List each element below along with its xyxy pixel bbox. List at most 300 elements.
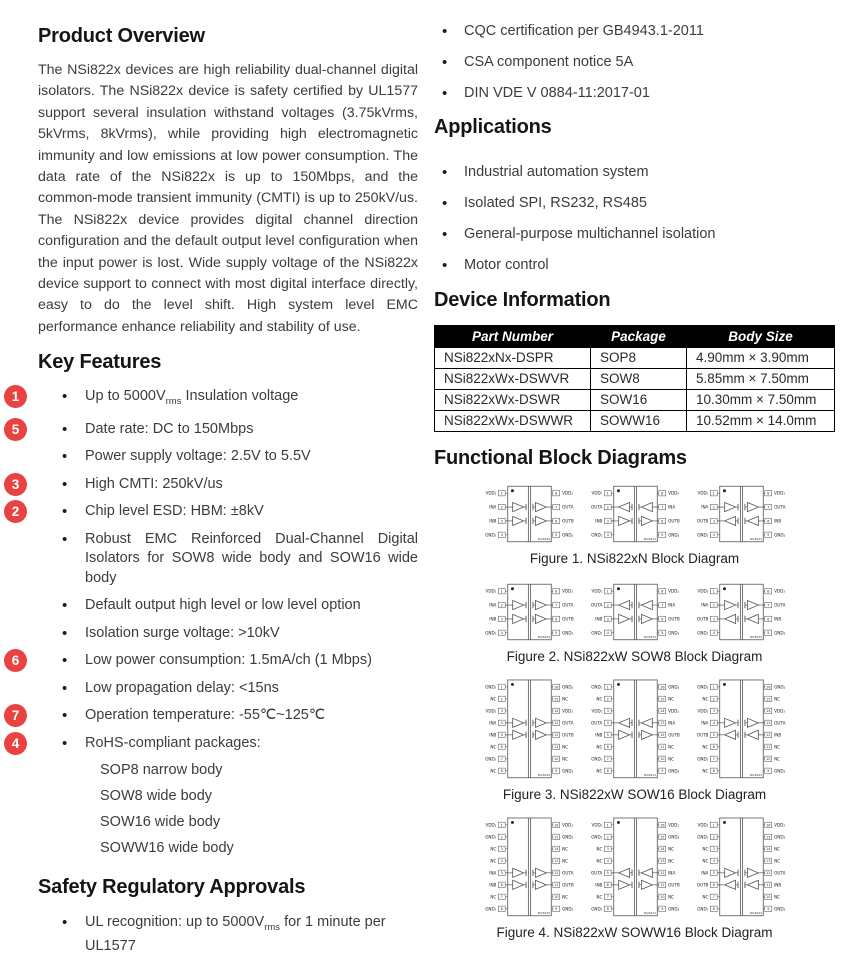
svg-text:1: 1 xyxy=(712,491,715,496)
block-diagram-figure xyxy=(434,676,835,802)
svg-text:VDD₂: VDD₂ xyxy=(667,707,679,713)
svg-text:2: 2 xyxy=(712,834,715,839)
chip-diagram xyxy=(583,480,687,546)
feature-text xyxy=(85,388,299,408)
feature-text xyxy=(85,503,264,519)
text-segment: Power supply voltage: 2.5V to 5.5V xyxy=(85,448,311,465)
svg-text:4: 4 xyxy=(500,630,503,635)
feature-item xyxy=(11,651,418,671)
svg-text:OUTA: OUTA xyxy=(561,870,573,876)
feature-item xyxy=(11,502,418,522)
svg-text:INB: INB xyxy=(488,881,496,887)
text-segment: RoHS-compliant packages: xyxy=(85,734,261,751)
svg-text:VDD₁: VDD₁ xyxy=(590,822,602,828)
svg-text:INA: INA xyxy=(700,602,708,608)
svg-text:6: 6 xyxy=(712,882,715,887)
feature-text xyxy=(85,707,325,723)
svg-text:5: 5 xyxy=(660,630,663,635)
svg-text:VDD₁: VDD₁ xyxy=(484,490,496,496)
svg-text:4: 4 xyxy=(712,630,715,635)
feature-text xyxy=(85,735,261,751)
package-option: SOP8 narrow body xyxy=(100,762,223,779)
svg-text:4: 4 xyxy=(606,858,609,863)
svg-text:1: 1 xyxy=(712,822,715,827)
feature-text xyxy=(85,625,280,641)
svg-text:8: 8 xyxy=(712,906,715,911)
svg-text:VDD₂: VDD₂ xyxy=(773,822,785,828)
svg-text:VDD₁: VDD₁ xyxy=(484,822,496,828)
svg-text:12: 12 xyxy=(553,732,558,737)
svg-text:8: 8 xyxy=(554,491,557,496)
feature-number-badge: • 2 xyxy=(4,500,27,523)
svg-text:NC: NC xyxy=(701,893,708,899)
feature-text xyxy=(85,914,386,954)
svg-text:10: 10 xyxy=(553,894,558,899)
text-segment: Chip level ESD: HBM: ±8kV xyxy=(85,503,264,520)
svg-text:NC: NC xyxy=(489,858,496,864)
svg-text:13: 13 xyxy=(659,720,664,725)
table-cell: NSi822xWx-DSWR xyxy=(435,389,591,410)
figure-caption: Figure 1. NSi822xN Block Diagram xyxy=(529,550,740,566)
svg-text:12: 12 xyxy=(765,870,770,875)
svg-text:GND₁: GND₁ xyxy=(590,755,602,761)
svg-text:NSi8222: NSi8222 xyxy=(749,772,762,777)
chip-diagram xyxy=(583,814,687,920)
svg-text:VDD₁: VDD₁ xyxy=(590,707,602,713)
svg-text:15: 15 xyxy=(553,834,558,839)
svg-text:INB: INB xyxy=(488,517,496,523)
svg-text:GND₁: GND₁ xyxy=(590,531,602,537)
svg-text:GND₂: GND₂ xyxy=(773,905,785,911)
feature-item xyxy=(11,420,418,440)
svg-text:8: 8 xyxy=(660,589,663,594)
table-cell: 5.85mm × 7.50mm xyxy=(687,368,835,389)
block-diagram-figures xyxy=(434,480,835,940)
svg-text:10: 10 xyxy=(659,894,664,899)
svg-text:NSi8220: NSi8220 xyxy=(537,772,550,777)
svg-text:NC: NC xyxy=(595,846,602,852)
svg-text:11: 11 xyxy=(659,882,664,887)
feature-number-badge: • 3 xyxy=(4,473,27,496)
feature-item xyxy=(38,679,418,699)
application-item: • Industrial automation system xyxy=(434,163,835,183)
svg-text:GND₁: GND₁ xyxy=(484,629,496,635)
svg-text:OUTA: OUTA xyxy=(590,602,602,608)
svg-text:1: 1 xyxy=(606,684,609,689)
svg-text:GND₁: GND₁ xyxy=(484,834,496,840)
feature-text xyxy=(85,421,253,437)
svg-text:NSi8222: NSi8222 xyxy=(749,910,762,915)
svg-text:GND₁: GND₁ xyxy=(590,905,602,911)
svg-text:6: 6 xyxy=(660,616,663,621)
svg-text:NC: NC xyxy=(489,893,496,899)
svg-text:VDD₁: VDD₁ xyxy=(590,588,602,594)
svg-text:8: 8 xyxy=(500,768,503,773)
svg-text:2: 2 xyxy=(712,602,715,607)
chip-diagram xyxy=(689,676,793,782)
svg-text:6: 6 xyxy=(500,744,503,749)
svg-text:16: 16 xyxy=(765,822,770,827)
svg-text:NC: NC xyxy=(667,846,674,852)
subscript-text: rms xyxy=(165,396,182,408)
svg-text:4: 4 xyxy=(606,720,609,725)
text-segment: UL recognition: up to 5000V xyxy=(85,913,265,930)
svg-text:NC: NC xyxy=(667,755,674,761)
svg-text:14: 14 xyxy=(765,846,770,851)
svg-text:OUTA: OUTA xyxy=(590,870,602,876)
svg-text:GND₂: GND₂ xyxy=(561,905,573,911)
svg-text:14: 14 xyxy=(553,846,558,851)
svg-text:NC: NC xyxy=(561,743,568,749)
svg-text:5: 5 xyxy=(712,732,715,737)
svg-text:NSi8222: NSi8222 xyxy=(749,536,762,541)
svg-text:VDD₁: VDD₁ xyxy=(696,588,708,594)
chip-diagram xyxy=(583,676,687,782)
svg-text:GND₂: GND₂ xyxy=(667,683,679,689)
device-information-table xyxy=(434,325,835,432)
svg-text:INA: INA xyxy=(700,719,708,725)
svg-text:NSi8221: NSi8221 xyxy=(643,634,656,639)
svg-text:4: 4 xyxy=(500,720,503,725)
svg-text:GND₂: GND₂ xyxy=(561,767,573,773)
package-option: SOW16 wide body xyxy=(100,814,221,831)
svg-text:13: 13 xyxy=(553,858,558,863)
svg-text:16: 16 xyxy=(553,684,558,689)
chip-diagram xyxy=(689,578,793,644)
svg-text:NC: NC xyxy=(667,858,674,864)
application-item: • General-purpose multichannel isolation xyxy=(434,225,835,245)
svg-text:INA: INA xyxy=(667,719,675,725)
table-cell: NSi822xWx-DSWVR xyxy=(435,368,591,389)
svg-text:5: 5 xyxy=(606,732,609,737)
svg-text:12: 12 xyxy=(659,732,664,737)
svg-text:NC: NC xyxy=(561,695,568,701)
svg-text:GND₁: GND₁ xyxy=(696,905,708,911)
left-column xyxy=(11,18,418,965)
svg-text:OUTA: OUTA xyxy=(773,602,785,608)
text-segment: for 1 minute per UL1577 xyxy=(85,913,386,955)
svg-text:8: 8 xyxy=(606,768,609,773)
svg-text:8: 8 xyxy=(712,768,715,773)
svg-text:7: 7 xyxy=(554,602,557,607)
applications-list xyxy=(434,163,835,276)
svg-text:3: 3 xyxy=(606,708,609,713)
text-segment: Robust EMC Reinforced Dual-Channel Digital Isolators for SOW8 wide body and SOW16 wide body xyxy=(85,530,418,586)
svg-text:2: 2 xyxy=(712,696,715,701)
block-diagram-figure xyxy=(434,480,835,566)
package-option: SOWW16 wide body xyxy=(100,840,234,857)
svg-text:NC: NC xyxy=(667,893,674,899)
table-row xyxy=(435,389,835,410)
section-heading-safety-approvals: Safety Regulatory Approvals xyxy=(38,875,306,898)
svg-text:NSi8220: NSi8220 xyxy=(537,910,550,915)
svg-text:13: 13 xyxy=(659,858,664,863)
certifications-list xyxy=(434,22,835,104)
safety-approvals-list xyxy=(38,913,418,957)
subscript-text: rms xyxy=(264,921,281,933)
chip-diagram xyxy=(689,480,793,546)
svg-text:GND₂: GND₂ xyxy=(667,905,679,911)
svg-text:16: 16 xyxy=(765,684,770,689)
chip-diagram-row xyxy=(434,676,835,782)
svg-text:6: 6 xyxy=(766,616,769,621)
svg-text:2: 2 xyxy=(500,602,503,607)
chip-diagram-row xyxy=(434,578,835,644)
svg-text:6: 6 xyxy=(554,616,557,621)
svg-text:OUTB: OUTB xyxy=(696,615,708,621)
svg-text:NC: NC xyxy=(489,695,496,701)
text-segment: Insulation voltage xyxy=(181,388,299,405)
chip-diagram xyxy=(477,480,581,546)
svg-text:11: 11 xyxy=(659,744,664,749)
svg-text:VDD₁: VDD₁ xyxy=(484,707,496,713)
svg-text:GND₁: GND₁ xyxy=(696,531,708,537)
chip-diagram xyxy=(689,814,793,920)
svg-text:9: 9 xyxy=(660,768,663,773)
svg-text:GND₂: GND₂ xyxy=(773,767,785,773)
svg-text:VDD₂: VDD₂ xyxy=(773,707,785,713)
svg-text:NC: NC xyxy=(701,743,708,749)
svg-text:1: 1 xyxy=(606,589,609,594)
svg-text:GND₂: GND₂ xyxy=(667,629,679,635)
figure-caption: Figure 3. NSi822xW SOW16 Block Diagram xyxy=(502,786,767,802)
svg-text:NC: NC xyxy=(561,893,568,899)
feature-item xyxy=(38,913,418,957)
svg-text:GND₂: GND₂ xyxy=(667,834,679,840)
svg-text:NC: NC xyxy=(773,858,780,864)
svg-text:NSi8221: NSi8221 xyxy=(643,772,656,777)
svg-text:GND₁: GND₁ xyxy=(484,905,496,911)
figure-caption: Figure 2. NSi822xW SOW8 Block Diagram xyxy=(506,648,763,664)
svg-text:8: 8 xyxy=(554,589,557,594)
text-segment: Low power consumption: 1.5mA/ch (1 Mbps) xyxy=(85,652,372,669)
svg-text:OUTB: OUTB xyxy=(696,881,708,887)
svg-text:9: 9 xyxy=(660,906,663,911)
svg-text:11: 11 xyxy=(765,744,770,749)
block-diagram-figure xyxy=(434,814,835,940)
svg-text:OUTA: OUTA xyxy=(773,504,785,510)
svg-text:VDD₂: VDD₂ xyxy=(561,490,573,496)
svg-text:5: 5 xyxy=(766,532,769,537)
svg-text:NSi8221: NSi8221 xyxy=(643,536,656,541)
feature-item xyxy=(11,387,418,411)
svg-text:VDD₂: VDD₂ xyxy=(773,490,785,496)
svg-text:INB: INB xyxy=(594,517,602,523)
svg-text:INA: INA xyxy=(667,870,675,876)
svg-text:6: 6 xyxy=(606,744,609,749)
svg-text:INB: INB xyxy=(488,615,496,621)
svg-text:GND₁: GND₁ xyxy=(696,629,708,635)
svg-text:1: 1 xyxy=(712,684,715,689)
svg-text:GND₁: GND₁ xyxy=(484,531,496,537)
svg-text:1: 1 xyxy=(606,491,609,496)
feature-item xyxy=(38,530,418,589)
table-cell: 10.30mm × 7.50mm xyxy=(687,389,835,410)
svg-text:3: 3 xyxy=(500,616,503,621)
feature-number-badge: • 6 xyxy=(4,649,27,672)
svg-text:1: 1 xyxy=(606,822,609,827)
svg-text:7: 7 xyxy=(500,894,503,899)
svg-text:GND₂: GND₂ xyxy=(667,531,679,537)
feature-text xyxy=(85,448,311,464)
svg-text:INA: INA xyxy=(488,870,496,876)
svg-text:NC: NC xyxy=(595,743,602,749)
svg-text:14: 14 xyxy=(659,708,664,713)
svg-text:INB: INB xyxy=(773,615,781,621)
svg-text:7: 7 xyxy=(660,602,663,607)
svg-text:4: 4 xyxy=(500,532,503,537)
svg-text:1: 1 xyxy=(500,684,503,689)
chip-diagram xyxy=(477,814,581,920)
svg-text:GND₁: GND₁ xyxy=(590,683,602,689)
text-segment: Date rate: DC to 150Mbps xyxy=(85,420,254,437)
section-heading-device-information: Device Information xyxy=(434,288,611,311)
svg-text:3: 3 xyxy=(606,846,609,851)
svg-text:NC: NC xyxy=(773,695,780,701)
svg-text:5: 5 xyxy=(554,630,557,635)
svg-text:INA: INA xyxy=(488,602,496,608)
right-column xyxy=(434,18,835,965)
text-segment: Operation temperature: -55℃~125℃ xyxy=(85,707,326,724)
svg-text:NC: NC xyxy=(701,695,708,701)
svg-text:2: 2 xyxy=(606,504,609,509)
svg-text:INA: INA xyxy=(700,870,708,876)
svg-text:GND₂: GND₂ xyxy=(561,683,573,689)
text-segment: Isolation surge voltage: >10kV xyxy=(85,624,280,641)
table-cell: 4.90mm × 3.90mm xyxy=(687,347,835,368)
svg-text:VDD₁: VDD₁ xyxy=(590,490,602,496)
section-heading-product-overview: Product Overview xyxy=(38,25,205,47)
svg-text:INB: INB xyxy=(594,615,602,621)
svg-text:4: 4 xyxy=(712,858,715,863)
chip-diagram xyxy=(583,578,687,644)
svg-text:10: 10 xyxy=(765,756,770,761)
svg-text:15: 15 xyxy=(659,696,664,701)
svg-text:6: 6 xyxy=(500,882,503,887)
table-cell: NSi822xWx-DSWWR xyxy=(435,410,591,431)
svg-text:4: 4 xyxy=(606,532,609,537)
svg-text:6: 6 xyxy=(554,518,557,523)
svg-text:13: 13 xyxy=(765,858,770,863)
svg-text:4: 4 xyxy=(712,720,715,725)
svg-text:8: 8 xyxy=(660,491,663,496)
overview-paragraph: The NSi822x devices are high reliability dual-channel digital isolators. The NSi822x device is safety certified by UL1577 support several insulation withstand voltages (3.75kVrms, 5kVrms, 8kVrms), while providing high electromagnetic immunity and low emissions at low power consumption. The data rate of the NSi822x is up to 150Mbps, and the common-mode transient immunity (CMTI) is up to 250kV/us. The NSi822x device provides digital channel direction configuration and the default output level configuration when the input power is lost. Wide supply voltage of the NSi822x device support to connect with most digital interface directly, easy to do the level shift. High system level EMC performance enhance reliability and stability of use. xyxy=(38,62,418,335)
svg-text:OUTB: OUTB xyxy=(561,615,574,621)
svg-text:5: 5 xyxy=(606,870,609,875)
svg-text:5: 5 xyxy=(660,532,663,537)
table-header-cell: Body Size xyxy=(687,325,835,347)
svg-text:11: 11 xyxy=(553,882,558,887)
svg-text:OUTA: OUTA xyxy=(561,602,573,608)
svg-text:OUTA: OUTA xyxy=(561,504,573,510)
feature-item xyxy=(11,706,418,726)
svg-text:10: 10 xyxy=(765,894,770,899)
svg-text:1: 1 xyxy=(500,491,503,496)
svg-text:5: 5 xyxy=(500,870,503,875)
svg-text:NC: NC xyxy=(595,893,602,899)
svg-text:NC: NC xyxy=(489,846,496,852)
table-row xyxy=(435,347,835,368)
svg-text:7: 7 xyxy=(712,894,715,899)
svg-text:3: 3 xyxy=(712,708,715,713)
svg-text:NC: NC xyxy=(561,755,568,761)
svg-text:OUTB: OUTB xyxy=(667,881,680,887)
svg-text:GND₂: GND₂ xyxy=(773,531,785,537)
svg-text:8: 8 xyxy=(606,906,609,911)
section-heading-applications: Applications xyxy=(434,116,552,138)
chip-diagram xyxy=(477,676,581,782)
feature-number-badge: • 1 xyxy=(4,385,27,408)
svg-text:OUTA: OUTA xyxy=(590,719,602,725)
svg-text:3: 3 xyxy=(712,846,715,851)
table-cell: SOW16 xyxy=(591,389,687,410)
text-segment: Low propagation delay: <15ns xyxy=(85,679,279,696)
svg-text:3: 3 xyxy=(500,708,503,713)
feature-text xyxy=(85,652,372,668)
certification-item: • CQC certification per GB4943.1-2011 xyxy=(434,22,835,42)
svg-text:INB: INB xyxy=(773,881,781,887)
svg-text:4: 4 xyxy=(500,858,503,863)
svg-text:VDD₂: VDD₂ xyxy=(561,588,573,594)
chip-diagram-row xyxy=(434,814,835,920)
svg-text:5: 5 xyxy=(500,732,503,737)
svg-text:GND₁: GND₁ xyxy=(696,683,708,689)
feature-text xyxy=(85,597,361,613)
svg-text:OUTB: OUTB xyxy=(696,517,708,523)
svg-text:OUTA: OUTA xyxy=(773,870,785,876)
svg-text:16: 16 xyxy=(659,822,664,827)
chip-diagram xyxy=(477,578,581,644)
text-segment: Default output high level or low level option xyxy=(85,597,361,614)
svg-text:INB: INB xyxy=(594,881,602,887)
feature-number-badge: • 4 xyxy=(4,732,27,755)
svg-text:GND₂: GND₂ xyxy=(773,683,785,689)
svg-text:5: 5 xyxy=(766,630,769,635)
svg-text:GND₁: GND₁ xyxy=(484,683,496,689)
svg-text:12: 12 xyxy=(765,732,770,737)
svg-text:7: 7 xyxy=(712,756,715,761)
text-segment: High CMTI: 250kV/us xyxy=(85,475,223,492)
table-cell: SOWW16 xyxy=(591,410,687,431)
svg-text:NC: NC xyxy=(667,695,674,701)
svg-text:7: 7 xyxy=(606,756,609,761)
svg-text:3: 3 xyxy=(712,616,715,621)
svg-text:2: 2 xyxy=(500,696,503,701)
svg-text:2: 2 xyxy=(500,834,503,839)
svg-text:GND₂: GND₂ xyxy=(667,767,679,773)
svg-text:OUTA: OUTA xyxy=(773,719,785,725)
svg-text:GND₁: GND₁ xyxy=(696,834,708,840)
svg-text:11: 11 xyxy=(765,882,770,887)
svg-text:NC: NC xyxy=(561,846,568,852)
svg-text:2: 2 xyxy=(606,696,609,701)
svg-text:8: 8 xyxy=(766,491,769,496)
svg-text:NC: NC xyxy=(595,767,602,773)
feature-item xyxy=(38,596,418,616)
section-heading-key-features: Key Features xyxy=(38,351,162,374)
svg-text:5: 5 xyxy=(712,870,715,875)
key-features-list xyxy=(11,387,418,858)
svg-text:2: 2 xyxy=(606,602,609,607)
svg-text:INB: INB xyxy=(773,731,781,737)
svg-text:12: 12 xyxy=(553,870,558,875)
svg-text:INA: INA xyxy=(667,504,675,510)
svg-text:NC: NC xyxy=(773,846,780,852)
svg-text:7: 7 xyxy=(500,756,503,761)
feature-item xyxy=(11,734,418,754)
svg-text:NC: NC xyxy=(489,767,496,773)
svg-text:8: 8 xyxy=(766,589,769,594)
